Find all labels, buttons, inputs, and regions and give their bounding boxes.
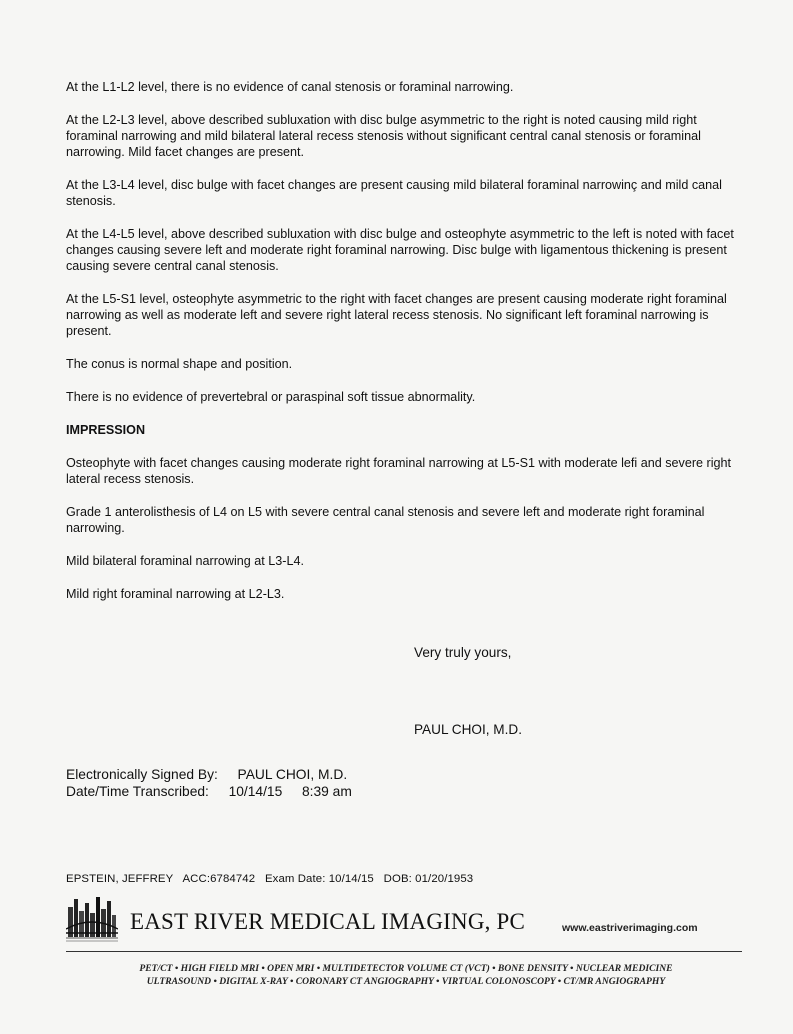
patient-info-line (66, 873, 473, 885)
transcribed-row (66, 783, 352, 800)
accession-number: ACC:6784742 (182, 873, 256, 885)
company-name: EAST RIVER MEDICAL IMAGING, PC (130, 909, 526, 934)
finding-l3-l4: At the L3-L4 level, disc bulge with facet changes are present causing mild bilateral foraminal narrowinç and mild canal stenosis. (66, 178, 722, 208)
company-website-link[interactable]: www.eastriverimaging.com (562, 922, 698, 934)
closing-salutation: Very truly yours, (414, 645, 512, 660)
finding-l4-l5: At the L4-L5 level, above described subluxation with disc bulge and osteophyte asymmetric to the left is noted with facet changes causing severe left and moderate right foraminal narrowing. Disc bulge with ligamentous thickening is present causing severe central canal stenosis. (66, 227, 734, 273)
report-body (66, 79, 746, 619)
finding-soft-tissue: There is no evidence of prevertebral or paraspinal soft tissue abnormality. (66, 390, 476, 404)
signed-by-row (66, 766, 352, 783)
services-list (66, 962, 746, 988)
transcribed-label: Date/Time Transcribed: (66, 784, 209, 799)
impression-item-2: Grade 1 anterolisthesis of L4 on L5 with severe central canal stenosis and severe left and moderate right foraminal narrowing. (66, 505, 705, 535)
date-of-birth: DOB: 01/20/1953 (383, 873, 474, 885)
impression-item-1: Osteophyte with facet changes causing moderate right foraminal narrowing at L5-S1 with moderate lefi and severe right lateral recess stenosis. (66, 456, 732, 486)
signed-by-label: Electronically Signed By: (66, 767, 218, 782)
electronic-signature-block (66, 766, 352, 800)
patient-name: EPSTEIN, JEFFREY (66, 873, 174, 885)
services-line-2: ULTRASOUND • DIGITAL X-RAY • CORONARY CT ANGIOGRAPHY • VIRTUAL COLONOSCOPY • CT/MR ANGIOGRAPHY (146, 976, 666, 987)
exam-date: Exam Date: 10/14/15 (264, 873, 374, 885)
signed-by-value: PAUL CHOI, M.D. (237, 767, 348, 782)
finding-conus: The conus is normal shape and position. (66, 357, 293, 371)
transcribed-time: 8:39 am (301, 784, 352, 799)
finding-l5-s1: At the L5-S1 level, osteophyte asymmetric to the right with facet changes are present causing moderate right foraminal narrowing as well as moderate left and severe right lateral recess stenosis. No significant left foraminal narrowing is present. (66, 292, 727, 338)
services-line-1: PET/CT • HIGH FIELD MRI • OPEN MRI • MULTIDETECTOR VOLUME CT (VCT) • BONE DENSITY • NUCLEAR MEDICINE (139, 963, 673, 974)
skyline-bridge-logo-icon (66, 893, 118, 943)
signer-name: PAUL CHOI, M.D. (414, 722, 523, 737)
impression-item-4: Mild right foraminal narrowing at L2-L3. (66, 587, 285, 601)
finding-l2-l3: At the L2-L3 level, above described subluxation with disc bulge asymmetric to the right is noted causing mild right foraminal narrowing and mild bilateral lateral recess stenosis without significant central canal stenosis or foraminal narrowing. Mild facet changes are present. (66, 113, 701, 159)
footer-divider (66, 951, 742, 952)
impression-heading: IMPRESSION (66, 423, 146, 437)
finding-l1-l2: At the L1-L2 level, there is no evidence of canal stenosis or foraminal narrowing. (66, 80, 514, 94)
transcribed-date: 10/14/15 (228, 784, 283, 799)
letterhead-footer (66, 893, 746, 953)
impression-item-3: Mild bilateral foraminal narrowing at L3-L4. (66, 554, 304, 568)
